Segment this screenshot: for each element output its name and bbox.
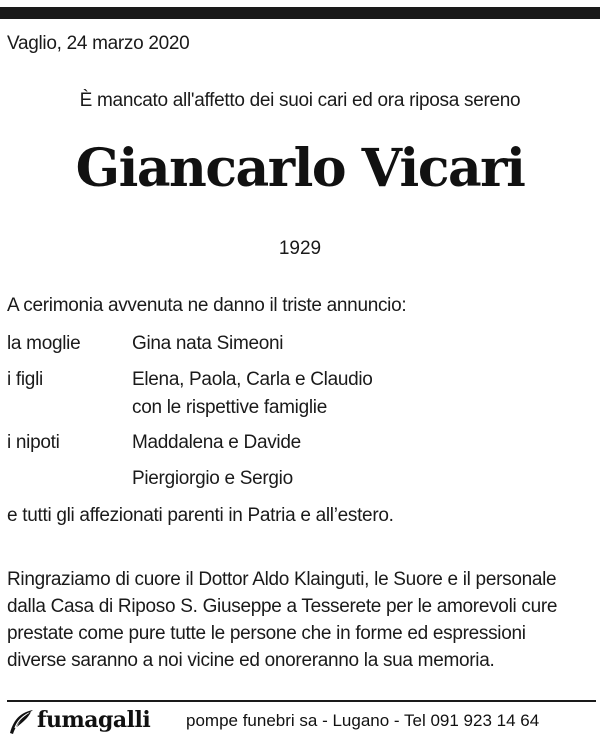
grandchildren-line-1: Maddalena e Davide [132,432,301,453]
children-line-1: Elena, Paola, Carla e Claudio [132,369,373,390]
thanks-line: dalla Casa di Riposo S. Giuseppe a Tesserete per le amorevoli cure [7,596,558,617]
footer-contact: pompe funebri sa - Lugano - Tel 091 923 14 64 [186,711,540,730]
thanks-line: diverse saranno a noi vicine ed onoreranno la sua memoria. [7,650,495,671]
feather-icon [7,709,35,735]
children-line-2: con le rispettive famiglie [132,397,327,418]
thanks-line: Ringraziamo di cuore il Dottor Aldo Klainguti, le Suore e il personale [7,569,557,590]
footer [7,705,597,737]
grandchildren-line-2: Piergiorgio e Sergio [132,468,293,489]
thanks-line: prestate come pure tutte le persone che in forme ed espressioni [7,623,526,644]
intro-text: È mancato all'affetto dei suoi cari ed ora riposa sereno [79,90,521,111]
brand-logo: fumagalli [37,707,151,733]
children-label: i figli [7,369,43,390]
place-date: Vaglio, 24 marzo 2020 [7,33,190,54]
footer-rule [7,700,596,702]
top-rule [0,7,600,19]
birth-year: 1929 [278,238,322,259]
announcement: A cerimonia avvenuta ne danno il triste annuncio: [7,295,407,316]
deceased-name: Giancarlo Vicari [75,138,525,199]
thanks-paragraph [7,566,597,674]
wife-value: Gina nata Simeoni [132,333,284,354]
closing-text: e tutti gli affezionati parenti in Patria e all’estero. [7,505,394,526]
wife-label: la moglie [7,333,81,354]
grandchildren-label: i nipoti [7,432,60,453]
